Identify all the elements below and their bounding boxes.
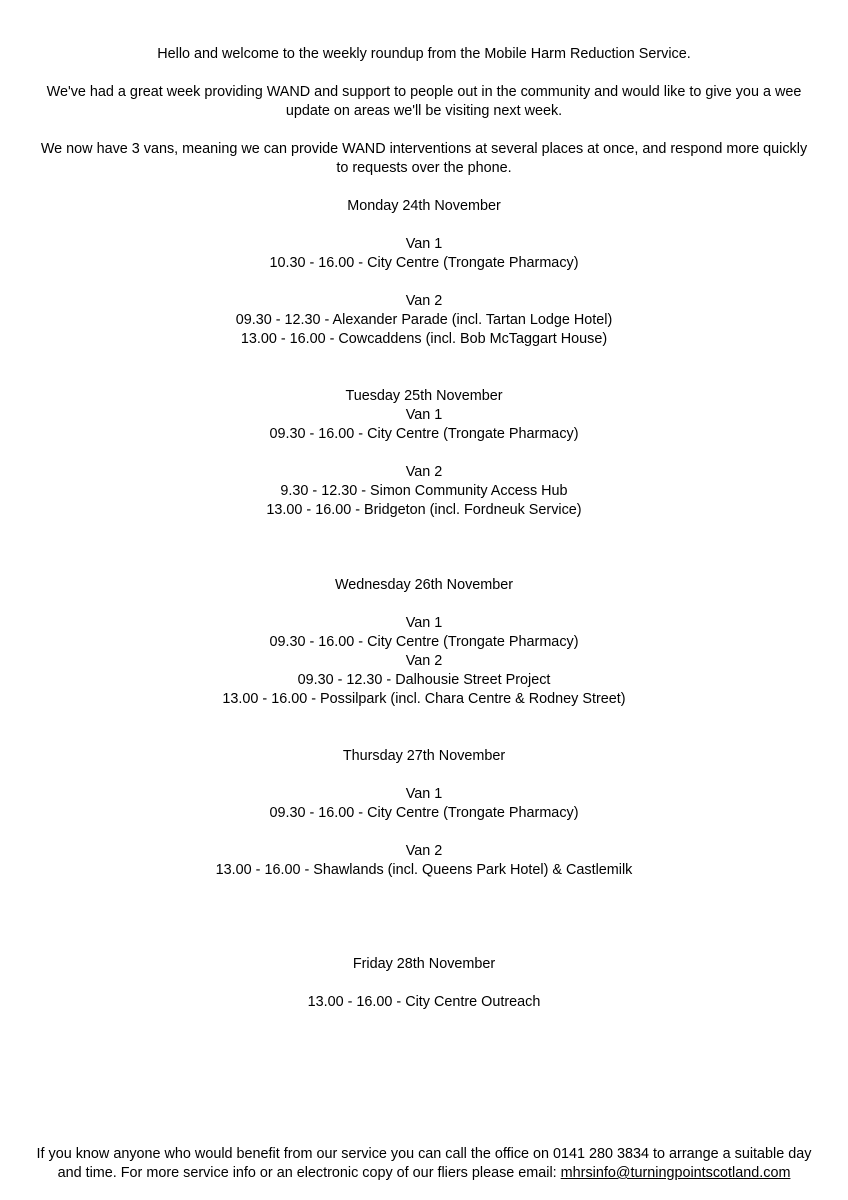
monday-van2-label: Van 2 bbox=[405, 293, 443, 309]
wednesday-van2-slot: 13.00 - 16.00 - Possilpark (incl. Chara Centre & Rodney Street) bbox=[222, 691, 626, 707]
friday-heading: Friday 28th November bbox=[352, 956, 496, 972]
thursday-heading: Thursday 27th November bbox=[342, 748, 506, 764]
wednesday-van1-slot: 09.30 - 16.00 - City Centre (Trongate Pharmacy) bbox=[269, 634, 579, 650]
monday-van1-label: Van 1 bbox=[405, 236, 443, 252]
thursday-van2-slot: 13.00 - 16.00 - Shawlands (incl. Queens Park Hotel) & Castlemilk bbox=[215, 862, 633, 878]
intro-greeting: Hello and welcome to the weekly roundup from the Mobile Harm Reduction Service. bbox=[157, 46, 691, 62]
monday-van1-slot: 10.30 - 16.00 - City Centre (Trongate Pharmacy) bbox=[269, 255, 579, 271]
wednesday-van1-label: Van 1 bbox=[405, 615, 443, 631]
thursday-van1-slot: 09.30 - 16.00 - City Centre (Trongate Pharmacy) bbox=[269, 805, 579, 821]
tuesday-van1-slot: 09.30 - 16.00 - City Centre (Trongate Pharmacy) bbox=[269, 426, 579, 442]
tuesday-van2-slot: 9.30 - 12.30 - Simon Community Access Hub bbox=[280, 483, 568, 499]
tuesday-van1-label: Van 1 bbox=[405, 407, 443, 423]
monday-van2-slot: 13.00 - 16.00 - Cowcaddens (incl. Bob McTaggart House) bbox=[240, 331, 608, 347]
thursday-van2-label: Van 2 bbox=[405, 843, 443, 859]
email-link[interactable]: mhrsinfo@turningpointscotland.com bbox=[560, 1165, 791, 1181]
monday-van2-slot: 09.30 - 12.30 - Alexander Parade (incl. Tartan Lodge Hotel) bbox=[235, 312, 613, 328]
tuesday-van2-label: Van 2 bbox=[405, 464, 443, 480]
tuesday-heading: Tuesday 25th November bbox=[345, 388, 503, 404]
monday-heading: Monday 24th November bbox=[347, 198, 501, 214]
thursday-van1-label: Van 1 bbox=[405, 786, 443, 802]
wednesday-van2-label: Van 2 bbox=[405, 653, 443, 669]
wednesday-heading: Wednesday 26th November bbox=[334, 577, 514, 593]
footer-contact-text: If you know anyone who would benefit from our service you can call the office on 0141 280 3834 to arrange a suitable day and time. For more service info or an electronic copy of our fliers please email: bbox=[36, 1146, 812, 1181]
tuesday-van2-slot: 13.00 - 16.00 - Bridgeton (incl. Fordneuk Service) bbox=[266, 502, 582, 518]
footer-contact bbox=[34, 1145, 814, 1183]
intro-update: We've had a great week providing WAND and support to people out in the community and would like to give you a wee update on areas we'll be visiting next week. bbox=[46, 84, 802, 119]
friday-slot: 13.00 - 16.00 - City Centre Outreach bbox=[307, 994, 541, 1010]
intro-vans: We now have 3 vans, meaning we can provide WAND interventions at several places at once, and respond more quickly to requests over the phone. bbox=[40, 141, 808, 176]
wednesday-van2-slot: 09.30 - 12.30 - Dalhousie Street Project bbox=[297, 672, 551, 688]
